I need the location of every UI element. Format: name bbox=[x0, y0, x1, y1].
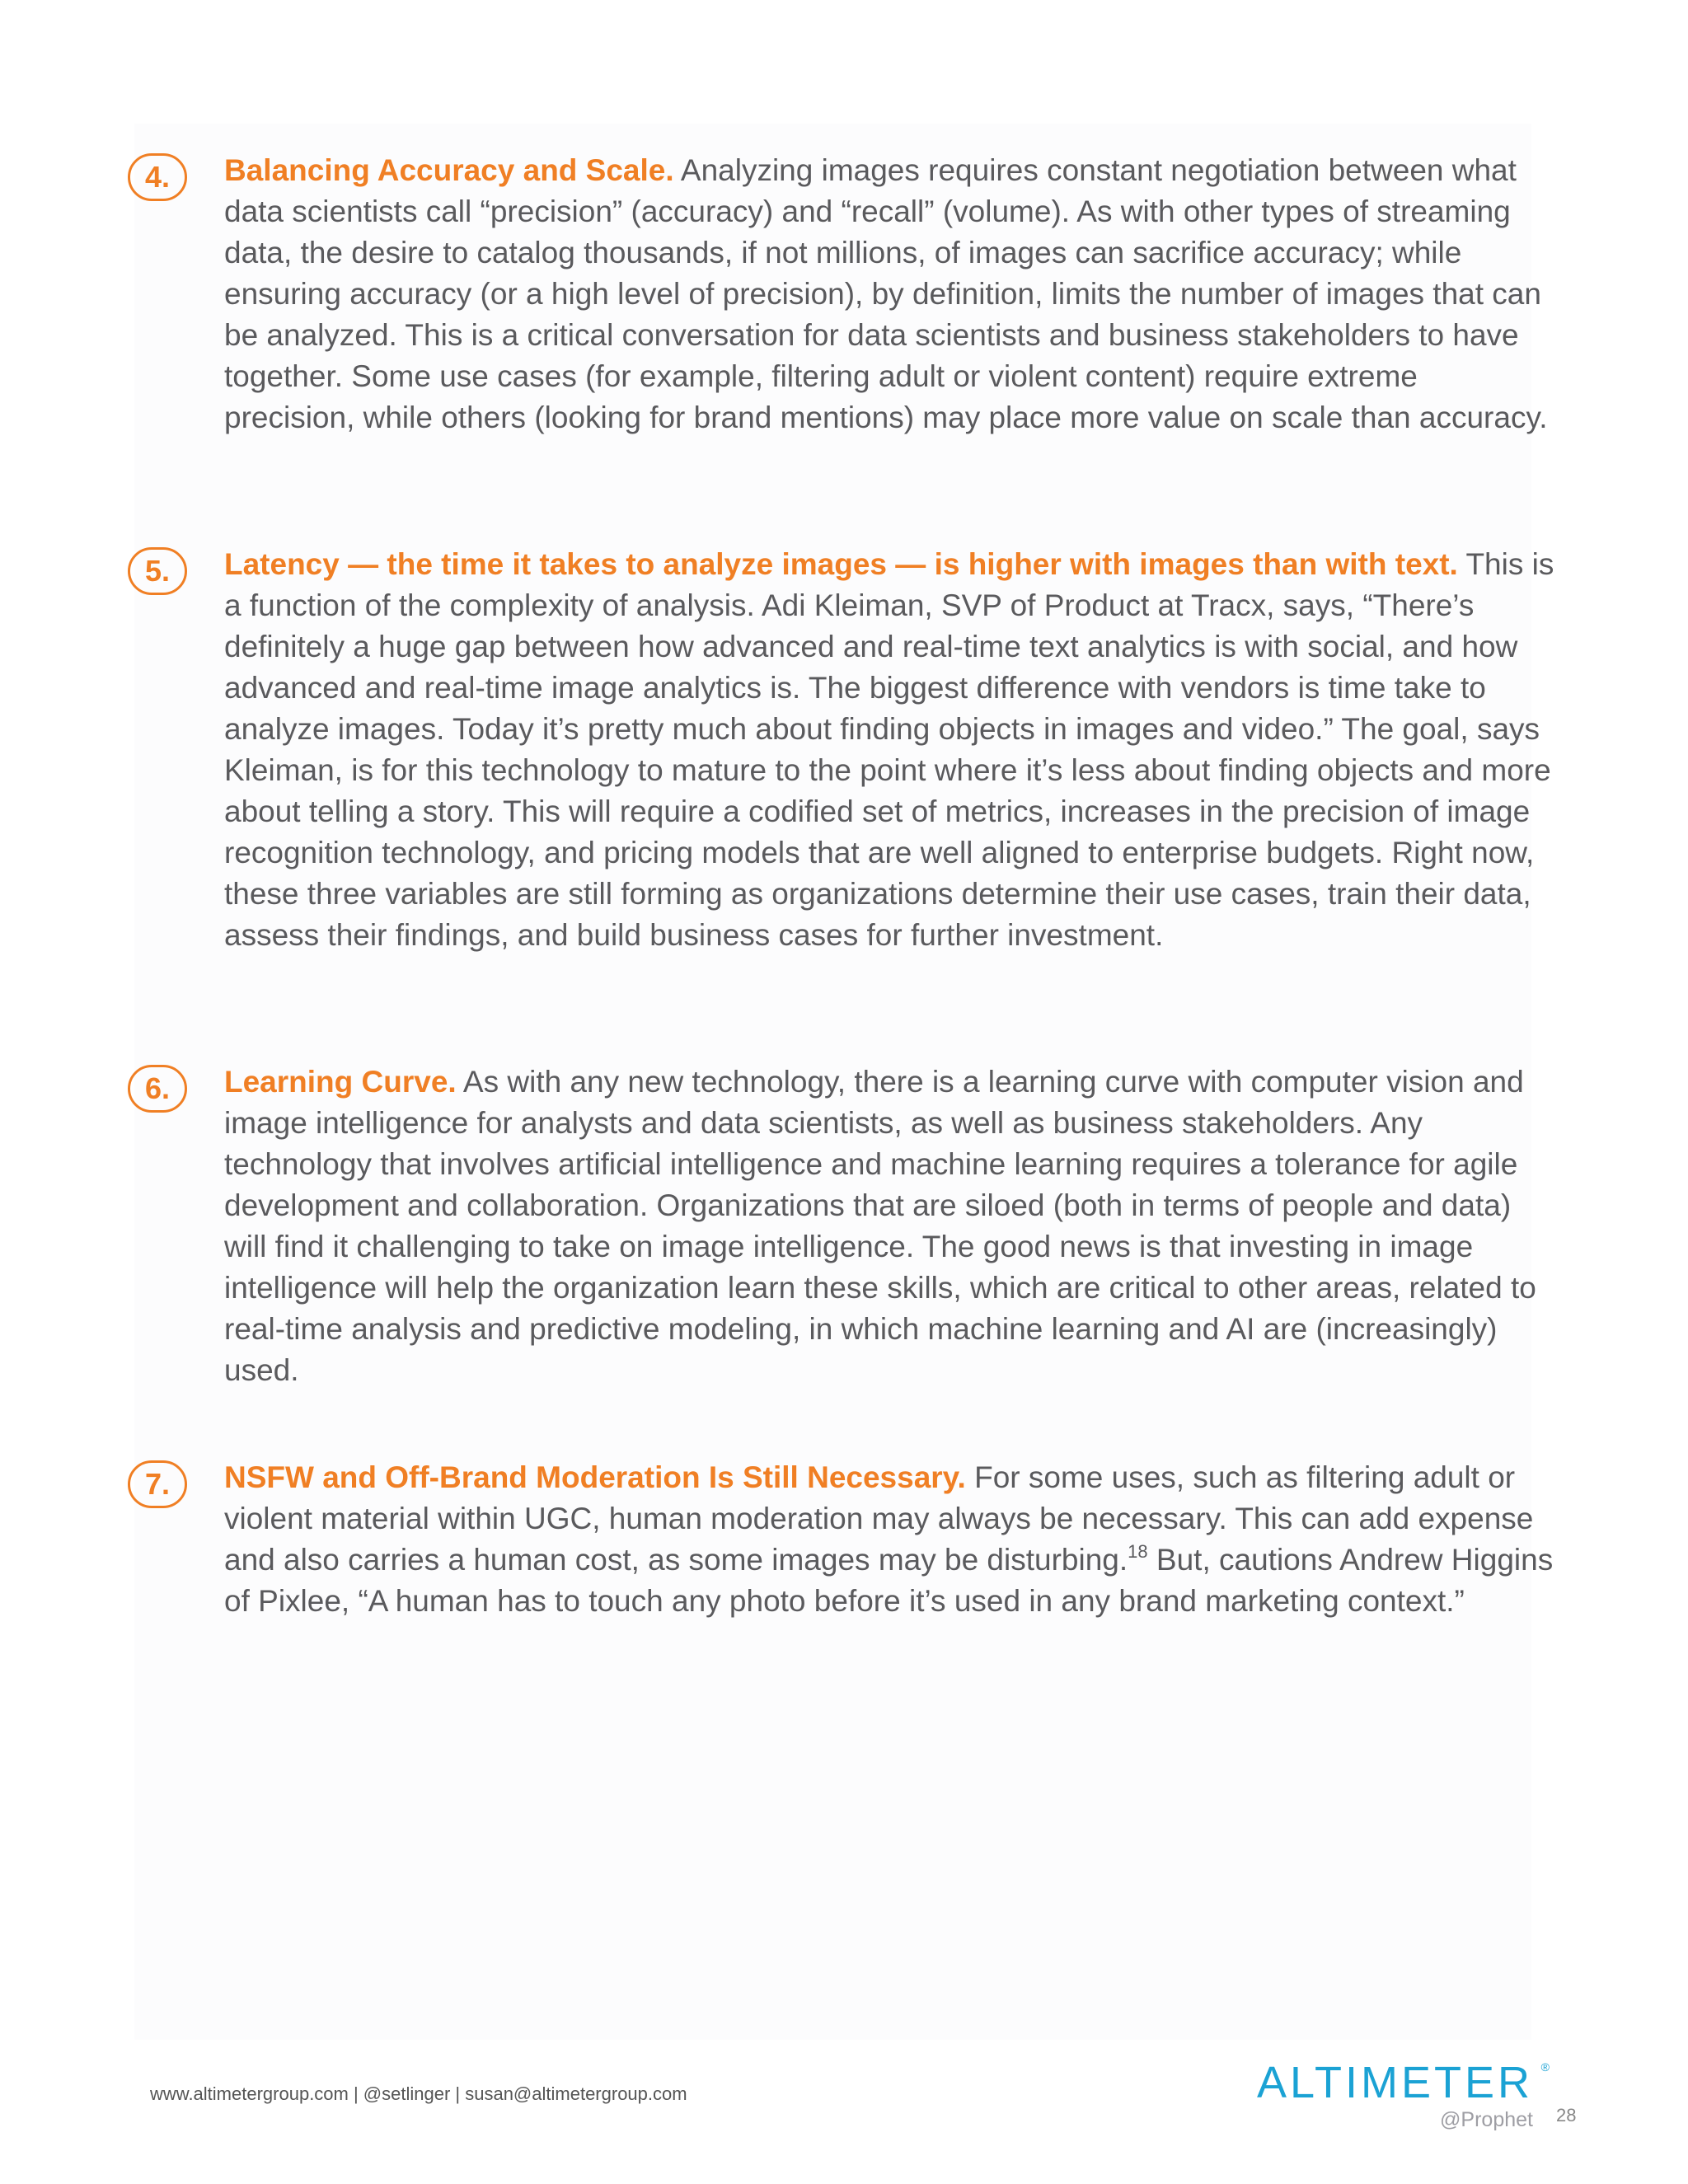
item-body: This is a function of the complexity of analysis. Adi Kleiman, SVP of Product at Tracx, says, “There’s definitely a huge gap between how advanced and real-time text analytics is with social, and how advanced and real-time image analytics is. The biggest difference with vendors is time take to analyze images. Today it’s pretty much about finding objects in images and video.” The goal, says Kleiman, is for this technology to mature to the point where it’s less about finding objects and more about telling a story. This will require a codified set of metrics, increases in the precision of image recognition technology, and pricing models that are well aligned to enterprise budgets. Right now, these three variables are still forming as organizations determine their use cases, train their data, assess their findings, and build business cases for further investment. bbox=[224, 547, 1554, 952]
item-number-badge: 7. bbox=[128, 1460, 187, 1508]
logo-subtitle: @Prophet bbox=[1440, 2108, 1533, 2131]
item-body: Analyzing images requires constant negotiation between what data scientists call “precision” (accuracy) and “recall” (volume). As with other types of streaming data, the desire to catalog thousands, if not millions, of images can sacrifice accuracy; while ensuring accuracy (or a high level of precision), by definition, limits the number of images that can be analyzed. This is a critical conversation for data scientists and business stakeholders to have together. Some use cases (for example, filtering adult or violent content) require extreme precision, while others (looking for brand mentions) may place more value on scale than accuracy. bbox=[224, 153, 1548, 434]
item-heading: Balancing Accuracy and Scale. bbox=[224, 153, 674, 187]
item-heading: NSFW and Off-Brand Moderation Is Still Necessary. bbox=[224, 1460, 966, 1494]
registered-mark: ® bbox=[1540, 2060, 1550, 2074]
item-number-badge: 5. bbox=[128, 547, 187, 595]
item-number-badge: 6. bbox=[128, 1065, 187, 1113]
item-body-continued: But, cautions Andrew Higgins of Pixlee, “A human has to touch any photo before it’s used in any brand marketing context.” bbox=[224, 1543, 1554, 1618]
item-heading: Latency — the time it takes to analyze images — is higher with images than with text. bbox=[224, 547, 1458, 581]
footer-contact-links: www.altimetergroup.com | @setlinger | susan@altimetergroup.com bbox=[150, 2083, 687, 2104]
logo-wordmark: ALTIMETER bbox=[1256, 2058, 1533, 2107]
item-paragraph bbox=[224, 1062, 1555, 1391]
item-number-badge: 4. bbox=[128, 153, 187, 201]
item-paragraph bbox=[224, 150, 1555, 438]
item-heading: Learning Curve. bbox=[224, 1065, 457, 1099]
altimeter-logo bbox=[1249, 2058, 1550, 2131]
item-body: For some uses, such as filtering adult or violent material within UGC, human moderation may always be necessary. This can add expense and also carries a human cost, as some images may be disturbing. bbox=[224, 1460, 1534, 1577]
footnote-marker[interactable]: 18 bbox=[1128, 1541, 1148, 1562]
item-body: As with any new technology, there is a learning curve with computer vision and image intelligence for analysts and data scientists, as well as business stakeholders. Any technology that involves artificial intelligence and machine learning requires a tolerance for agile development and collaboration. Organizations that are siloed (both in terms of people and data) will find it challenging to take on image intelligence. The good news is that investing in image intelligence will help the organization learn these skills, which are critical to other areas, related to real-time analysis and predictive modeling, in which machine learning and AI are (increasingly) used. bbox=[224, 1065, 1536, 1387]
item-paragraph bbox=[224, 1457, 1555, 1622]
item-paragraph bbox=[224, 544, 1555, 956]
page-number: 28 bbox=[1556, 2105, 1577, 2125]
